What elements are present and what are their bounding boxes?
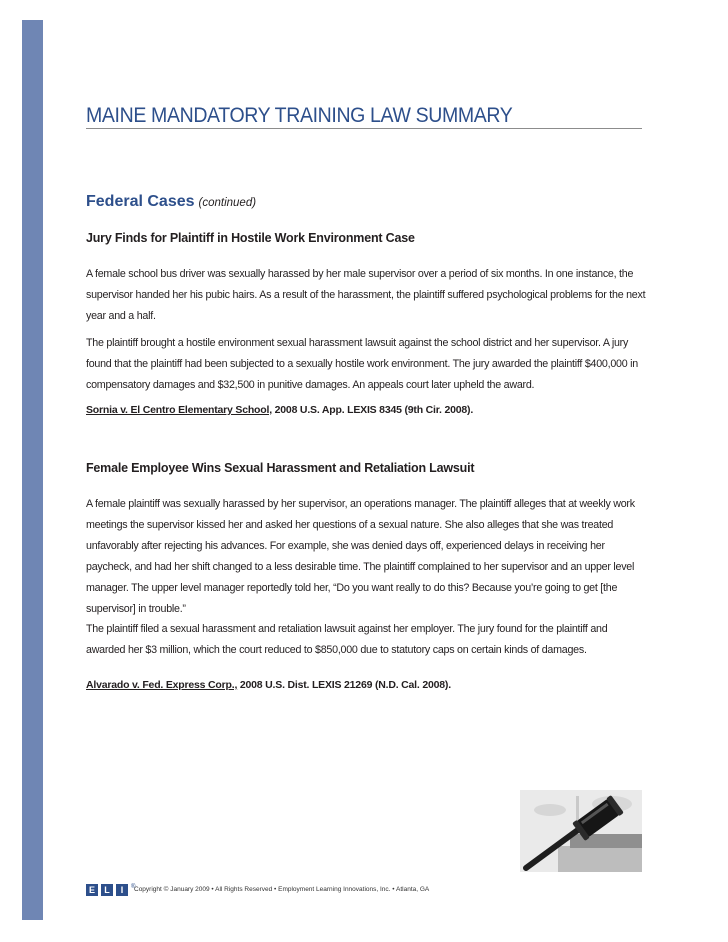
footer-copyright: Copyright © January 2009 • All Rights Reserved • Employment Learning Innovations, Inc. • Atlanta, GA xyxy=(134,886,430,893)
logo-letter: I xyxy=(116,884,128,896)
case-heading: Jury Finds for Plaintiff in Hostile Work Environment Case xyxy=(86,231,415,245)
logo-trademark: ® xyxy=(131,884,136,890)
case-citation-reference: 2008 U.S. Dist. LEXIS 21269 (N.D. Cal. 2008). xyxy=(237,679,451,691)
eli-logo xyxy=(86,884,135,896)
logo-letter: L xyxy=(101,884,113,896)
case-paragraph: A female school bus driver was sexually harassed by her male supervisor over a period of six months. In one instance, the supervisor handed her his pubic hairs. As a result of the harassment, the plaintiff suffered psychological problems for the next year and a half. xyxy=(86,268,646,322)
title-divider xyxy=(86,128,642,129)
document-title: MAINE MANDATORY TRAINING LAW SUMMARY xyxy=(86,104,513,127)
case-citation-name: Alvarado v. Fed. Express Corp., xyxy=(86,679,238,691)
case-citation-reference: 2008 U.S. App. LEXIS 8345 (9th Cir. 2008). xyxy=(271,404,474,416)
case-paragraph: The plaintiff brought a hostile environment sexual harassment lawsuit against the school district and her supervisor. A jury found that the plaintiff had been subjected to a sexually hostile work environment. The jury awarded the plaintiff $400,000 in compensatory damages and $32,500 in punitive damages. An appeals court later upheld the award. xyxy=(86,337,638,391)
case-heading: Female Employee Wins Sexual Harassment and Retaliation Lawsuit xyxy=(86,461,475,475)
case-citation xyxy=(86,404,473,416)
logo-letter: E xyxy=(86,884,98,896)
case-citation-name: Sornia v. El Centro Elementary School, xyxy=(86,404,272,416)
gavel-icon xyxy=(520,790,642,872)
case-paragraph: A female plaintiff was sexually harassed by her supervisor, an operations manager. The plaintiff alleges that at weekly work meetings the supervisor kissed her and asked her questions of a sexual nature. She also alleges that she was treated unfavorably after rejecting his advances. For example, she was denied days off, experienced delays in receiving her paycheck, and had her shift changed to a less desirable time. The plaintiff complained to her supervisor and an upper level manager. The upper level manager reportedly told her, “Do you want really to do this? Because you’re going to get [the supervisor] in trouble.” xyxy=(86,498,635,615)
gavel-photo xyxy=(520,790,642,872)
section-subheading: (continued) xyxy=(198,197,257,209)
section-heading xyxy=(86,193,256,211)
case-paragraph: The plaintiff filed a sexual harassment and retaliation lawsuit against her employer. The jury found for the plaintiff and awarded her $3 million, which the court reduced to $850,000 due to statutory caps on certain kinds of damages. xyxy=(86,623,608,656)
decorative-side-bar xyxy=(22,20,43,920)
case-citation xyxy=(86,679,451,691)
section-heading-text: Federal Cases xyxy=(86,193,195,210)
